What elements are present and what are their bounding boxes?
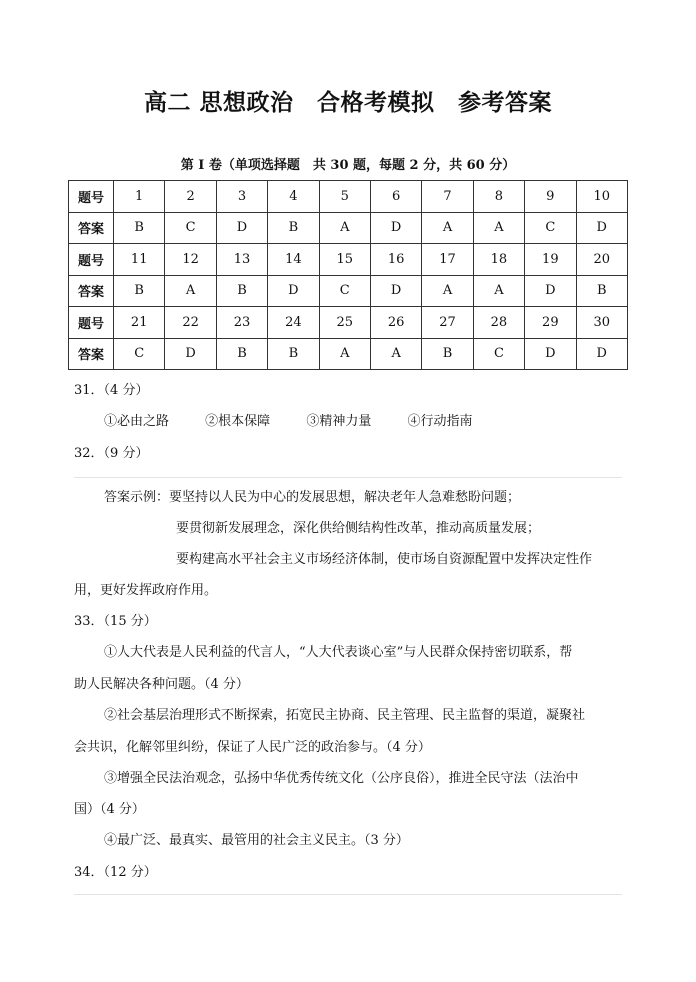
question-31-options [104,410,504,429]
table-cell: D [268,275,319,307]
table-cell: A [319,338,370,370]
question-32-heading: 32．（9 分） [74,446,149,461]
table-cell: 18 [473,244,524,276]
row-label: 答案 [69,212,114,244]
table-cell: D [576,212,627,244]
table-cell: D [370,212,421,244]
question-32-line-4: 用，更好发挥政府作用。 [74,583,218,598]
question-33-heading: 33．（15 分） [74,614,157,629]
table-cell: B [422,338,473,370]
table-cell: D [525,275,576,307]
table-cell: 12 [165,244,216,276]
table-cell: A [473,275,524,307]
table-cell: 21 [114,307,165,339]
table-cell: 9 [525,181,576,213]
page-title: 高二 思想政治 合格考模拟 参考答案 [143,89,552,116]
table-cell: 27 [422,307,473,339]
table-cell: B [114,275,165,307]
table-cell: B [114,212,165,244]
table-cell: A [370,338,421,370]
table-cell: 2 [165,181,216,213]
row-label: 题号 [69,181,114,213]
table-cell: 10 [576,181,627,213]
question-31-heading: 31．（4 分） [74,383,149,398]
table-cell: D [525,338,576,370]
question-33-point-1a: ①人大代表是人民利益的代言人，“人大代表谈心室”与人民群众保持密切联系，帮 [104,645,573,660]
table-row [69,181,628,213]
table-row [69,244,628,276]
table-cell: 19 [525,244,576,276]
question-33-point-3a: ③增强全民法治观念，弘扬中华优秀传统文化（公序良俗），推进全民守法（法治中 [104,771,579,786]
table-cell: C [165,212,216,244]
table-cell: 26 [370,307,421,339]
table-cell: 17 [422,244,473,276]
table-cell: A [422,212,473,244]
table-cell: 7 [422,181,473,213]
question-32-line-2: 要贯彻新发展理念，深化供给侧结构性改革，推动高质量发展； [176,521,541,536]
table-cell: 4 [268,181,319,213]
table-cell: 20 [576,244,627,276]
table-cell: 28 [473,307,524,339]
table-row [69,307,628,339]
row-label: 答案 [69,275,114,307]
table-cell: 1 [114,181,165,213]
row-label: 答案 [69,338,114,370]
question-33-point-4: ④最广泛、最真实、最管用的社会主义民主。（3 分） [104,833,409,848]
row-label: 题号 [69,244,114,276]
question-32-line-3: 要构建高水平社会主义市场经济体制，使市场自资源配置中发挥决定性作 [176,552,593,567]
table-cell: D [370,275,421,307]
table-cell: D [165,338,216,370]
table-cell: 6 [370,181,421,213]
divider [74,894,622,895]
table-cell: C [473,338,524,370]
table-cell: 8 [473,181,524,213]
section-heading: 第 I 卷（单项选择题 共 30 题，每题 2 分，共 60 分） [180,158,516,173]
question-33-point-3b: 国）（4 分） [74,802,145,817]
table-row [69,212,628,244]
table-cell: D [576,338,627,370]
table-cell: 15 [319,244,370,276]
option-2: ②根本保障 [205,414,271,429]
table-cell: B [576,275,627,307]
table-cell: C [319,275,370,307]
table-cell: 5 [319,181,370,213]
table-cell: B [216,338,267,370]
question-33-point-2b: 会共识，化解邻里纠纷，保证了人民广泛的政治参与。（4 分） [74,740,431,755]
answer-table [68,180,628,370]
table-cell: 11 [114,244,165,276]
table-cell: 16 [370,244,421,276]
table-cell: 22 [165,307,216,339]
table-cell: 30 [576,307,627,339]
question-33-point-1b: 助人民解决各种问题。（4 分） [74,677,249,692]
table-row [69,275,628,307]
table-cell: B [216,275,267,307]
row-label: 题号 [69,307,114,339]
table-row [69,338,628,370]
table-cell: B [268,338,319,370]
option-4: ④行动指南 [407,414,473,429]
table-cell: C [114,338,165,370]
table-cell: 24 [268,307,319,339]
table-cell: A [422,275,473,307]
question-34-heading: 34．（12 分） [74,865,157,880]
question-33-point-2a: ②社会基层治理形式不断探索，拓宽民主协商、民主管理、民主监督的渠道，凝聚社 [104,708,586,723]
table-cell: C [525,212,576,244]
divider [74,477,622,478]
table-cell: 29 [525,307,576,339]
table-cell: 23 [216,307,267,339]
table-cell: 14 [268,244,319,276]
option-3: ③精神力量 [306,414,372,429]
table-cell: A [473,212,524,244]
table-cell: 3 [216,181,267,213]
question-32-line-1: 答案示例：要坚持以人民为中心的发展思想，解决老年人急难愁盼问题； [104,490,521,505]
table-cell: A [319,212,370,244]
table-cell: 13 [216,244,267,276]
table-cell: B [268,212,319,244]
table-cell: A [165,275,216,307]
table-cell: 25 [319,307,370,339]
option-1: ①必由之路 [104,414,170,429]
table-cell: D [216,212,267,244]
